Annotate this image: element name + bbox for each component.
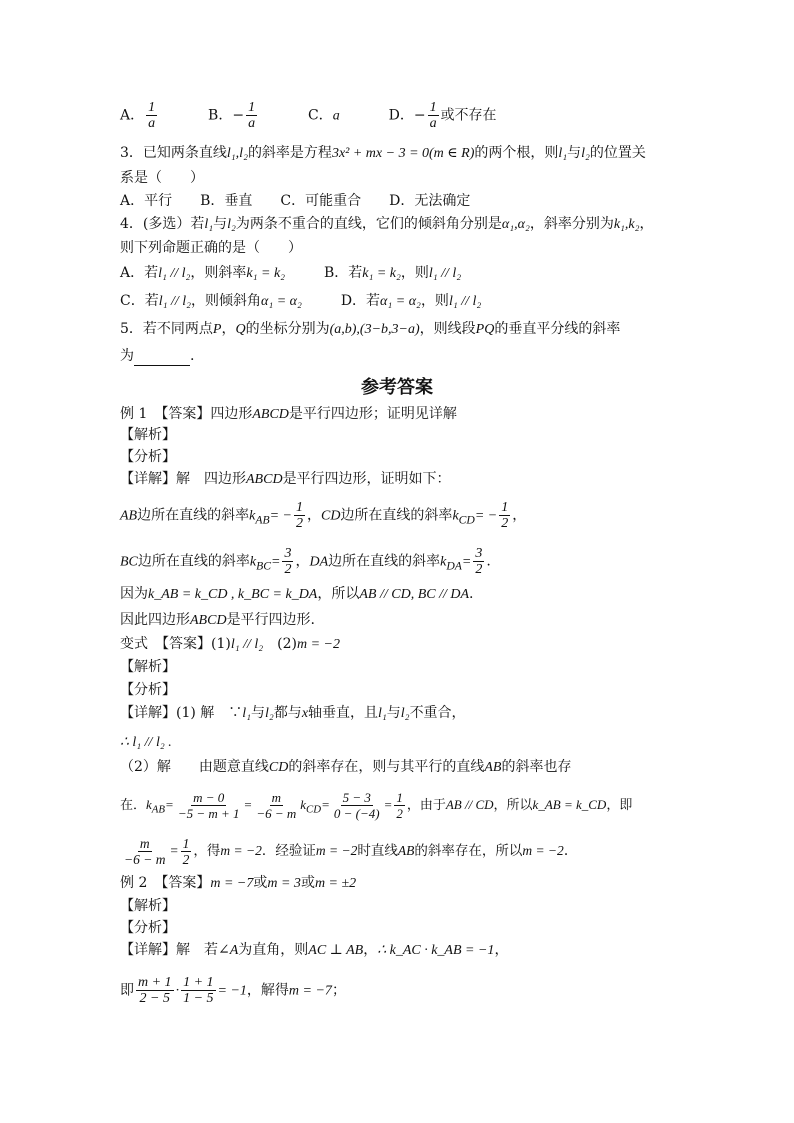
- text: 的坐标分别为: [245, 321, 330, 337]
- frac-den: a: [429, 116, 437, 131]
- fraction: [332, 790, 382, 821]
- text: C．若: [120, 293, 159, 309]
- math: PQ: [475, 322, 495, 337]
- ex1-slopes-ab-cd: [120, 500, 682, 531]
- math: ·: [175, 983, 180, 999]
- text: ．经验证: [261, 843, 316, 859]
- option-d-suffix: 或不存在: [440, 107, 497, 124]
- text: ，: [512, 507, 527, 524]
- text: .: [563, 843, 569, 859]
- var1-detail1: [120, 703, 682, 724]
- frac-num: 1: [182, 836, 190, 851]
- var1-fenxi: 【分析】: [120, 682, 176, 698]
- ex1-fenxi: 【分析】: [120, 449, 176, 465]
- option-a-label: A．: [120, 107, 145, 124]
- math: m = −2: [315, 843, 358, 858]
- q3-options: A．平行 B．垂直 C．可能重合 D．无法确定: [120, 193, 471, 209]
- text: 在．: [120, 798, 147, 813]
- math: m = −2: [522, 843, 564, 858]
- q3-line1: [120, 143, 682, 164]
- math: l₂: [227, 217, 236, 232]
- ex2-answer: [120, 873, 682, 894]
- math: k_AB = k_CD: [532, 797, 607, 812]
- text: 例 2 【答案】: [120, 875, 211, 891]
- answers-title: 参考答案: [361, 377, 433, 398]
- text: 【详解】解 若: [120, 942, 218, 958]
- text: ，所以: [317, 586, 360, 602]
- text: 的位置关: [589, 145, 646, 161]
- fraction: [254, 790, 298, 821]
- fraction: [282, 546, 293, 577]
- math-sub: CD: [306, 803, 322, 816]
- text: ，所以: [493, 798, 533, 813]
- math: l₁ // l₂: [448, 294, 482, 309]
- frac-den: 2: [284, 562, 292, 577]
- text: ，由于: [406, 798, 446, 813]
- math: =: [165, 797, 174, 812]
- text: 时直线: [357, 843, 398, 859]
- text: ，得: [193, 843, 221, 859]
- math: l₁: [204, 217, 214, 232]
- math: l₁ // l₂: [158, 294, 192, 309]
- math: BC: [120, 554, 138, 570]
- frac-num: 1: [248, 100, 256, 115]
- text: .: [469, 586, 474, 602]
- fraction: [181, 836, 192, 867]
- math: l₂: [581, 146, 590, 161]
- math: = −1: [217, 983, 247, 999]
- text: 轴垂直，且: [308, 705, 379, 721]
- ex1-because: [120, 584, 682, 605]
- text: ，则线段: [419, 321, 476, 337]
- text: 边所在直线的斜率: [137, 507, 250, 524]
- var1-jiexi: 【解析】: [120, 659, 176, 675]
- option-d-fraction: [428, 100, 439, 131]
- text: ，: [494, 942, 509, 958]
- text: 因为: [120, 586, 148, 602]
- text: 不重合，: [409, 705, 466, 721]
- math: Q: [235, 322, 246, 337]
- frac-num: m: [271, 790, 281, 805]
- fraction: [181, 975, 215, 1006]
- ex1-jiexi: 【解析】: [120, 427, 176, 443]
- text: ，则: [400, 265, 429, 281]
- math: AB // CD: [445, 797, 494, 812]
- frac-num: 1: [501, 500, 509, 515]
- text: ，则斜率: [190, 265, 247, 281]
- text: 与: [386, 705, 401, 721]
- math: k: [146, 797, 152, 812]
- frac-den: 2: [501, 516, 509, 531]
- q2-options: [120, 100, 682, 131]
- q4-options-cd: [120, 291, 682, 312]
- math: AB: [120, 508, 138, 524]
- math: α₁ = α₂: [380, 294, 421, 309]
- var1-part2-line1: [120, 757, 682, 778]
- text: ，: [295, 553, 310, 570]
- frac-num: m + 1: [138, 975, 172, 990]
- math: l₁: [558, 146, 568, 161]
- option-b-fraction: [246, 100, 257, 131]
- frac-den: 2 − 5: [139, 991, 170, 1006]
- math: ABCD: [252, 407, 289, 422]
- neg-sign: −: [413, 107, 426, 124]
- text: 或: [300, 875, 315, 891]
- fraction: [499, 500, 510, 531]
- ex1-slopes-bc-da: [120, 546, 682, 577]
- option-d-label: D．: [388, 107, 414, 124]
- math: =: [271, 554, 281, 570]
- fraction: [394, 790, 405, 821]
- frac-num: 3: [284, 546, 292, 561]
- text: ，斜率分别为: [529, 216, 614, 232]
- math: =: [383, 797, 393, 812]
- math: l₁: [378, 706, 387, 721]
- frac-den: −6 − m: [256, 806, 297, 821]
- q5-line2: [120, 346, 682, 366]
- math: x: [301, 706, 309, 721]
- frac-den: a: [148, 116, 156, 131]
- text: (2): [263, 636, 297, 652]
- math: ABCD: [246, 472, 283, 487]
- math: P: [212, 322, 222, 337]
- text: 是平行四边形.: [226, 612, 316, 628]
- math: CD: [320, 508, 341, 524]
- frac-num: 1: [396, 790, 403, 805]
- q4-line1: [120, 214, 682, 235]
- math: = −: [474, 508, 498, 524]
- math: l₁ // l₂: [428, 266, 462, 281]
- math: k: [300, 797, 307, 812]
- fraction: [294, 500, 305, 531]
- frac-num: 3: [475, 546, 483, 561]
- text: 5．若不同两点: [120, 321, 213, 337]
- math: k₁,k₂: [613, 217, 640, 232]
- math-sub: AB: [255, 513, 270, 527]
- text: （2）解 由题意直线: [120, 759, 269, 775]
- text: 的斜率存在，则与其平行的直线: [288, 759, 485, 775]
- text: A．若: [120, 265, 159, 281]
- text: 是平行四边形，证明如下：: [282, 471, 451, 487]
- frac-num: m − 0: [193, 790, 225, 805]
- text: ，: [221, 321, 236, 337]
- text: ，解得: [246, 982, 289, 999]
- var1-answer: [120, 634, 682, 655]
- text: 为直角，则: [238, 942, 309, 958]
- frac-den: 1 − 5: [183, 991, 214, 1006]
- math: k: [452, 508, 459, 524]
- math-sub: AB: [151, 803, 166, 816]
- math: AB: [484, 760, 502, 775]
- math: k₁ = k₂: [362, 266, 401, 281]
- math: l₁ // l₂: [158, 266, 191, 281]
- text: 即: [120, 982, 134, 999]
- math: 3x² + mx − 3 = 0(m ∈ R): [331, 146, 475, 161]
- text: 或: [253, 875, 268, 891]
- math: l₂: [265, 706, 274, 721]
- math: m = −2: [296, 637, 340, 652]
- text: ；: [331, 982, 346, 999]
- math: k: [249, 554, 257, 570]
- text: 的两个根，则: [474, 145, 559, 161]
- text: 与: [213, 216, 228, 232]
- math: =: [169, 843, 179, 858]
- text: 【详解】解 四边形: [120, 471, 246, 487]
- text: ，: [639, 216, 654, 232]
- math: m = −7: [288, 983, 332, 999]
- text: 的斜率也存: [501, 759, 572, 775]
- frac-den: −6 − m: [124, 852, 166, 867]
- text: 是平行四边形；证明见详解: [288, 406, 457, 422]
- text: 例 1 【答案】四边形: [120, 406, 253, 422]
- var1-detail2: ∴ l₁ // l₂ .: [120, 735, 172, 750]
- option-c-value: a: [332, 108, 340, 124]
- ex2-jiexi: 【解析】: [120, 898, 176, 914]
- math: α₁,α₂: [501, 217, 530, 232]
- text: 边所在直线的斜率: [340, 507, 453, 524]
- math: AC ⊥ AB: [308, 943, 364, 958]
- text: 都与: [273, 705, 302, 721]
- math: α₁ = α₂: [261, 294, 302, 309]
- text: ，则倾斜角: [191, 293, 262, 309]
- math-sub: CD: [458, 513, 475, 527]
- frac-num: 1: [295, 500, 303, 515]
- text: ，则: [420, 293, 449, 309]
- frac-den: 2: [182, 852, 190, 867]
- ex2-detail1: [120, 940, 682, 961]
- ex1-answer: [120, 404, 682, 425]
- text: .: [486, 553, 491, 570]
- frac-den: −5 − m + 1: [177, 806, 240, 821]
- option-a-fraction: [146, 100, 157, 131]
- math: m = −2: [220, 843, 262, 858]
- math: AB // CD, BC // DA: [359, 587, 470, 602]
- frac-den: 0 − (−4): [333, 806, 380, 821]
- frac-den: a: [248, 116, 256, 131]
- ex2-detail2: [120, 975, 682, 1006]
- math-sub: DA: [446, 559, 462, 573]
- fraction: [122, 836, 167, 867]
- frac-num: 1 + 1: [183, 975, 214, 990]
- text: 3．已知两条直线: [120, 145, 227, 161]
- math: ABCD: [190, 613, 227, 628]
- text: 为两条不重合的直线，它们的倾斜角分别是: [235, 216, 502, 232]
- math: AB: [397, 843, 415, 858]
- ex2-fenxi: 【分析】: [120, 920, 176, 936]
- math: =: [461, 554, 472, 570]
- text: 边所在直线的斜率: [328, 553, 441, 570]
- math: k: [440, 554, 447, 570]
- frac-num: m: [139, 836, 150, 851]
- math-sub: BC: [256, 559, 272, 573]
- q4-line2: 则下列命题正确的是（ ）: [120, 240, 302, 256]
- text: 边所在直线的斜率: [137, 553, 250, 570]
- math: (a,b),(3−b,3−a): [329, 322, 420, 337]
- math: ∴ k_AC · k_AB = −1: [377, 943, 495, 958]
- var1-part2-line2: [120, 790, 682, 821]
- frac-den: 2: [295, 516, 303, 531]
- text: ，: [363, 942, 378, 958]
- text: D．若: [340, 293, 381, 309]
- math: m = ±2: [314, 876, 357, 891]
- math: l₁,l₂: [226, 146, 248, 161]
- frac-num: 1: [148, 100, 156, 115]
- fraction: [473, 546, 484, 577]
- text: 因此四边形: [120, 612, 190, 628]
- text: ，: [306, 507, 321, 524]
- frac-num: 1: [429, 100, 437, 115]
- math: = −: [269, 508, 292, 524]
- option-c-label: C．: [307, 107, 333, 124]
- math: k_AB = k_CD , k_BC = k_DA: [148, 587, 318, 602]
- math: CD: [268, 760, 289, 775]
- neg-sign: −: [232, 107, 245, 124]
- q5-line1: [120, 319, 682, 340]
- text: 为: [120, 348, 134, 364]
- math: k₁ = k₂: [246, 266, 286, 281]
- text: 的斜率存在，所以: [414, 843, 523, 859]
- fraction: [176, 790, 242, 821]
- q4-options-ab: [120, 263, 682, 284]
- math: =: [321, 797, 330, 812]
- frac-den: 2: [475, 562, 483, 577]
- answer-blank: [134, 351, 190, 366]
- text: 的垂直平分线的斜率: [494, 321, 621, 337]
- math: k: [249, 508, 256, 524]
- text: ，即: [606, 798, 633, 813]
- text: 与: [251, 705, 266, 721]
- text: 的斜率是方程: [247, 145, 332, 161]
- text: 【详解】(1) 解 ∵: [120, 705, 243, 721]
- text: 4．(多选）若: [120, 216, 205, 232]
- math: l₂: [400, 706, 410, 721]
- q3-line2: 系是（ ）: [120, 170, 204, 186]
- math: l₁ // l₂: [230, 637, 264, 652]
- var1-part2-line3: [120, 836, 682, 867]
- math: m = 3: [267, 876, 301, 891]
- math: DA: [309, 554, 329, 570]
- ex1-therefore: [120, 610, 682, 631]
- text: 变式 【答案】(1): [120, 636, 231, 652]
- frac-den: 2: [396, 806, 403, 821]
- math: =: [243, 797, 253, 812]
- text: 与: [567, 145, 582, 161]
- text: .: [190, 348, 195, 364]
- math: ∠A: [218, 943, 239, 958]
- math: l₁: [242, 706, 252, 721]
- math: m = −7: [210, 876, 254, 891]
- ex1-detail: [120, 469, 682, 490]
- fraction: [136, 975, 174, 1006]
- text: B．若: [323, 265, 363, 281]
- frac-num: 5 − 3: [342, 790, 371, 805]
- option-b-label: B．: [208, 107, 233, 124]
